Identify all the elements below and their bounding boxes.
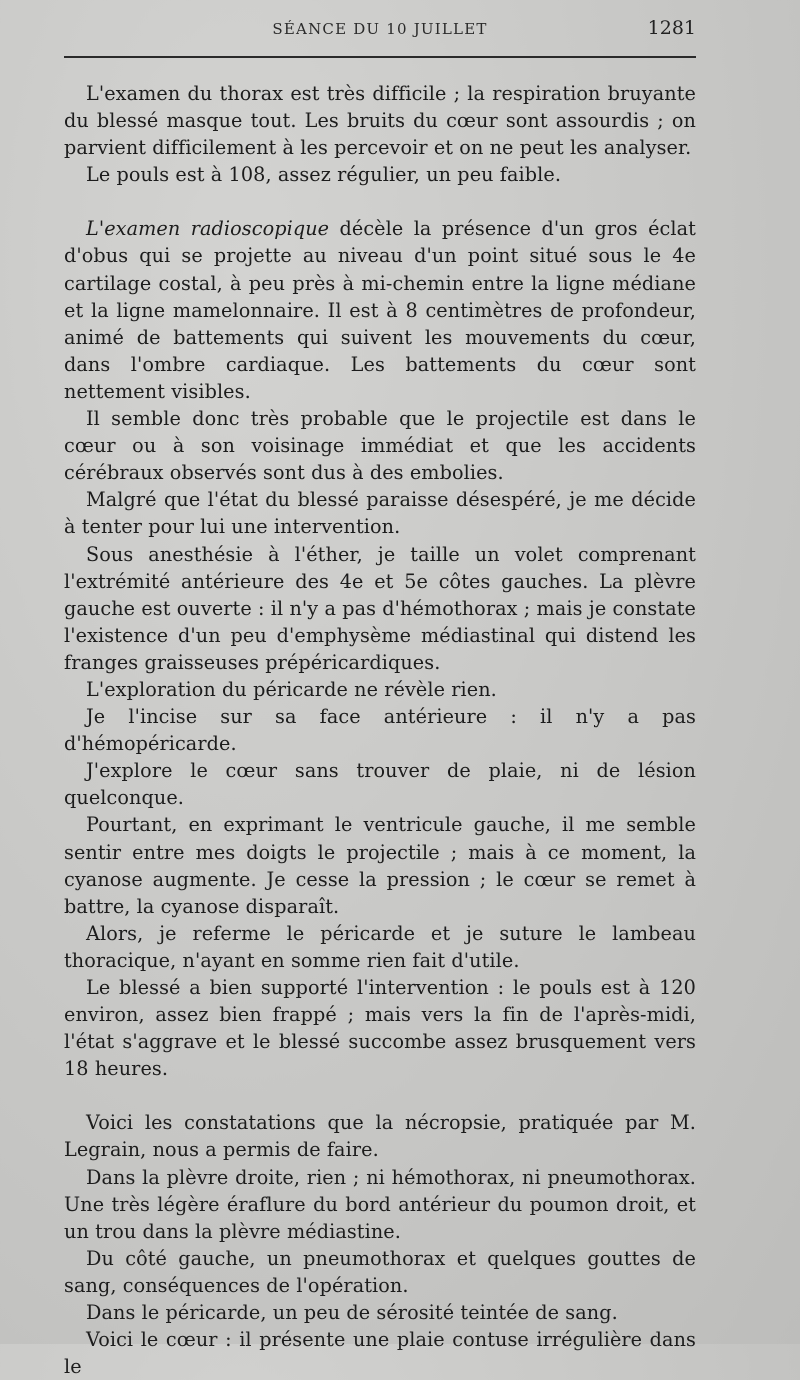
body-text: [64, 80, 696, 1380]
header-title: SÉANCE DU 10 JUILLET: [272, 20, 488, 38]
page: [64, 14, 696, 1380]
page-number: 1281: [647, 17, 696, 39]
paragraph-decision: Malgré que l'état du blessé paraisse désespéré, je me décide à tenter pour lui une intervention.: [64, 488, 696, 539]
header-rule: [64, 56, 696, 58]
radioscopy-text: décèle la présence d'un gros éclat d'obus qui se projette au niveau d'un point situé sous le 4e cartilage costal, à peu près à mi-chemin entre la ligne médiane et la ligne mamelonnaire. Il est à 8 centimètres de profondeur, animé de battements qui suivent les mouvements du cœur, dans l'ombre cardiaque. Les battements du cœur sont nettement visibles.: [64, 217, 696, 403]
paragraph-heart-wound: Voici le cœur : il présente une plaie contuse irrégulière dans le: [64, 1328, 696, 1379]
paragraph-pericardium-exploration: L'exploration du péricarde ne révèle rien.: [86, 677, 497, 701]
paragraph-heart-exploration: J'explore le cœur sans trouver de plaie, ni de lésion quelconque.: [64, 759, 696, 810]
radioscopy-emphasis: L'examen radioscopique: [86, 217, 330, 241]
paragraph-ventricle: Pourtant, en exprimant le ventricule gauche, il me semble sentir entre mes doigts le projectile ; mais à ce moment, la cyanose augmente. Je cesse la pression ; le cœur se remet à battre, la cyanose disparaît.: [64, 813, 696, 918]
paragraph-outcome: Le blessé a bien supporté l'intervention : le pouls est à 120 environ, assez bien frappé ; mais vers la fin de l'après-midi, l'état s'aggrave et le blessé succombe assez brusquement vers 18 heures.: [64, 976, 696, 1081]
paragraph-projectile-hypothesis: Il semble donc très probable que le projectile est dans le cœur ou à son voisinage immédiat et que les accidents cérébraux observés sont dus à des embolies.: [64, 407, 696, 485]
paragraph-anesthesia: Sous anesthésie à l'éther, je taille un volet comprenant l'extrémité antérieure des 4e et 5e côtes gauches. La plèvre gauche est ouverte : il n'y a pas d'hémothorax ; mais je constate l'existence d'un peu d'emphysème médiastinal qui distend les franges graisseuses prépéricardiques.: [64, 542, 696, 674]
paragraph-pericardium-serosity: Dans le péricarde, un peu de sérosité teintée de sang.: [86, 1301, 618, 1325]
paragraph-right-pleura: Dans la plèvre droite, rien ; ni hémothorax, ni pneumothorax. Une très légère éraflure du bord antérieur du poumon droit, et un trou dans la plèvre médiastine.: [64, 1165, 696, 1243]
paragraph-pulse: Le pouls est à 108, assez régulier, un peu faible.: [86, 163, 562, 187]
paragraph-closure: Alors, je referme le péricarde et je suture le lambeau thoracique, n'ayant en somme rien fait d'utile.: [64, 921, 696, 972]
paragraph-incision: Je l'incise sur sa face antérieure : il n'y a pas d'hémopéricarde.: [64, 705, 696, 756]
paragraph-left-side: Du côté gauche, un pneumothorax et quelques gouttes de sang, conséquences de l'opération.: [64, 1246, 696, 1297]
paragraph-thorax-exam: L'examen du thorax est très difficile ; la respiration bruyante du blessé masque tout. Les bruits du cœur sont assourdis ; on parvient difficilement à les percevoir et on ne peut les analyser.: [64, 82, 696, 160]
running-header: [64, 14, 696, 50]
paragraph-necropsy-intro: Voici les constatations que la nécropsie, pratiquée par M. Legrain, nous a permis de faire.: [64, 1111, 696, 1162]
paragraph-radioscopy: [64, 215, 696, 405]
